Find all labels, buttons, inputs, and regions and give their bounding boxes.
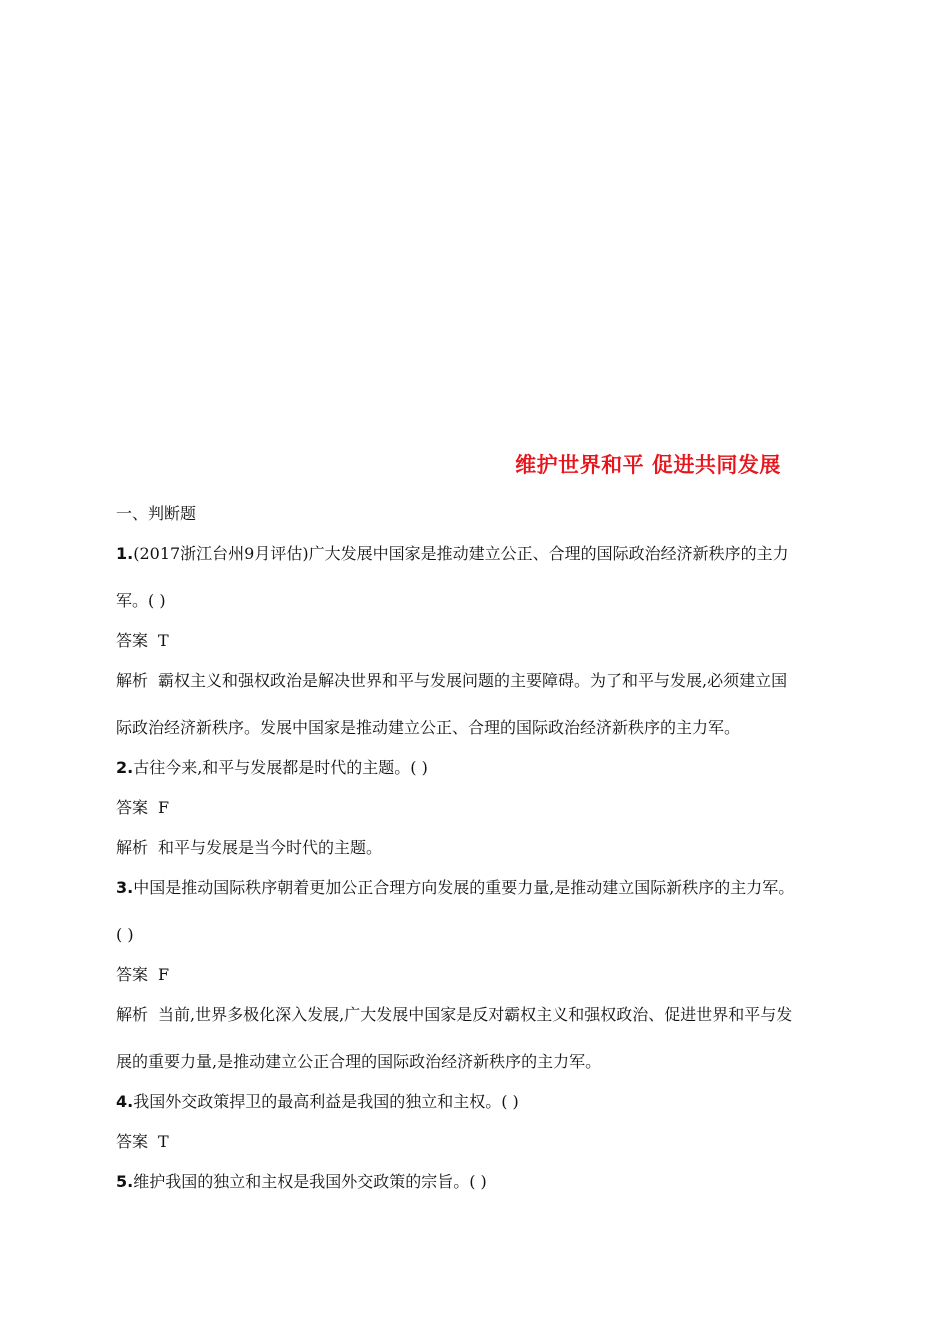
question-5-number: 5. [116,1172,134,1191]
question-3-text: 中国是推动国际秩序朝着更加公正合理方向发展的重要力量,是推动建立国际新秩序的主力军。 [133,878,795,897]
question-4-answer [116,1131,836,1153]
question-2-answer [116,797,836,819]
question-1-answer [116,630,836,652]
question-5 [116,1171,836,1193]
question-1-line-2: 军。( ) [116,591,166,610]
question-4 [116,1091,836,1113]
answer-value: F [158,965,170,984]
question-3-line-1 [116,877,836,899]
answer-value: F [158,798,170,817]
answer-value: T [158,631,169,650]
question-2-analysis [116,837,836,859]
question-5-text: 维护我国的独立和主权是我国外交政策的宗旨。( ) [133,1172,487,1191]
answer-value: T [158,1132,169,1151]
question-2-text: 古往今来,和平与发展都是时代的主题。( ) [133,758,428,777]
question-2-number: 2. [116,758,134,777]
question-1-line-1 [116,543,836,565]
question-1-number: 1. [116,544,134,563]
question-3-analysis-line-1 [116,1004,836,1026]
document-title: 维护世界和平 促进共同发展 [515,453,781,477]
section-heading: 一、判断题 [116,504,197,523]
question-3-number: 3. [116,878,134,897]
answer-label: 答案 [116,965,149,984]
question-3-analysis-line-2: 展的重要力量,是推动建立公正合理的国际政治经济新秩序的主力军。 [116,1052,602,1071]
analysis-label: 解析 [116,671,149,690]
question-3-answer [116,964,836,986]
analysis-label: 解析 [116,838,149,857]
analysis-text: 当前,世界多极化深入发展,广大发展中国家是反对霸权主义和强权政治、促进世界和平与发 [158,1005,793,1024]
question-4-text: 我国外交政策捍卫的最高利益是我国的独立和主权。( ) [133,1092,519,1111]
answer-label: 答案 [116,798,149,817]
analysis-text: 和平与发展是当今时代的主题。 [158,838,383,857]
question-4-number: 4. [116,1092,134,1111]
question-3-line-2: ( ) [116,925,134,944]
question-2 [116,757,836,779]
analysis-text: 霸权主义和强权政治是解决世界和平与发展问题的主要障碍。为了和平与发展,必须建立国 [158,671,788,690]
answer-label: 答案 [116,631,149,650]
question-1-text: (2017浙江台州9月评估)广大发展中国家是推动建立公正、合理的国际政治经济新秩序的主力 [133,544,789,563]
question-1-analysis-line-1 [116,670,836,692]
question-1-analysis-line-2: 际政治经济新秩序。发展中国家是推动建立公正、合理的国际政治经济新秩序的主力军。 [116,718,741,737]
answer-label: 答案 [116,1132,149,1151]
analysis-label: 解析 [116,1005,149,1024]
